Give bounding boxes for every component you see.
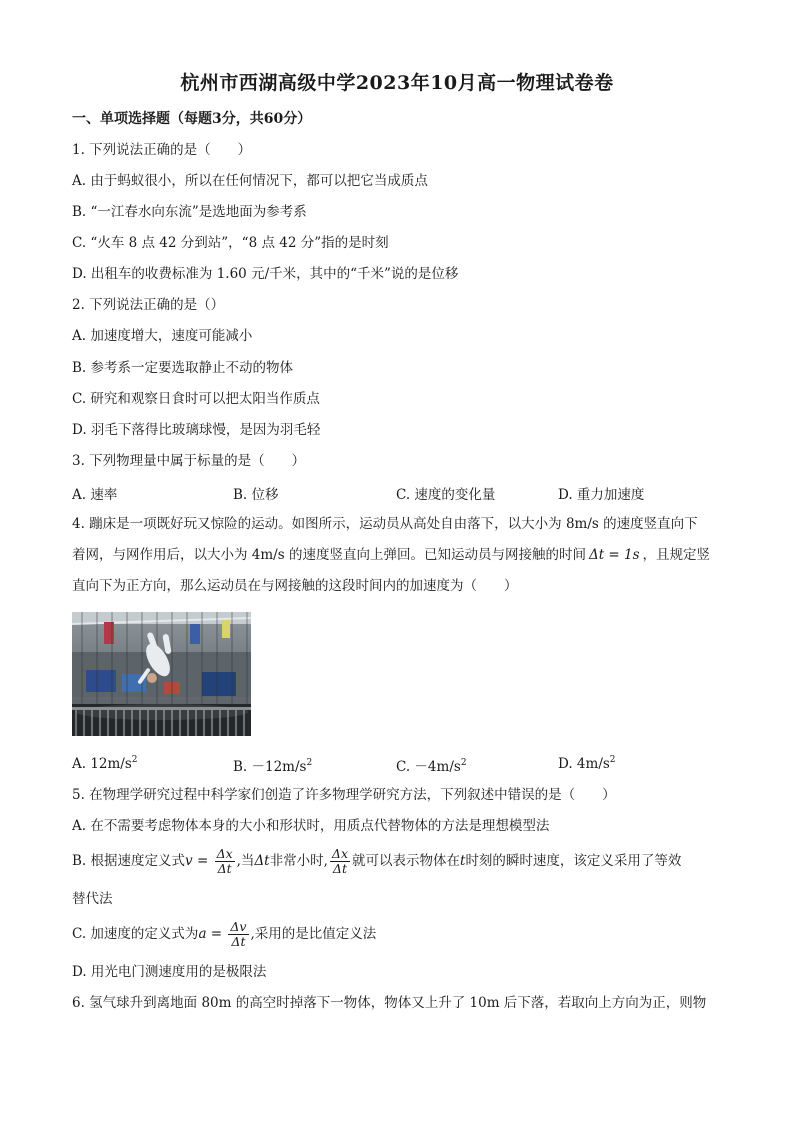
q5-c-a: a [198, 926, 207, 942]
q3-option-b: B. 位移 [233, 487, 279, 503]
q5-option-a: A. 在不需要考虑物体本身的大小和形状时，用质点代替物体的方法是理想模型法 [72, 818, 550, 834]
q5-option-d: D. 用光电门测速度用的是极限法 [72, 964, 267, 980]
q4-option-b-exp: 2 [306, 758, 313, 768]
q5-b-den-2: Δt [332, 861, 347, 876]
q4-stem-line2 [72, 546, 710, 564]
q5-option-b-line2: 替代法 [72, 891, 113, 907]
q2-stem: 2. 下列说法正确的是（） [72, 297, 225, 313]
q5-b-num: Δx [216, 846, 233, 861]
q5-c-post: ,采用的是比值定义法 [250, 926, 377, 942]
q1-stem: 1. 下列说法正确的是（ ） [72, 142, 252, 158]
q5-b-mid1: ,当 [236, 853, 255, 869]
q5-b-dt: Δt [254, 853, 270, 869]
q5-b-v: v [185, 853, 193, 869]
q5-b-t: t [460, 853, 466, 869]
q4-option-d [558, 755, 616, 772]
trampoline-photo [72, 612, 251, 736]
q4-option-b [233, 755, 312, 775]
q5-stem: 5. 在物理学研究过程中科学家们创造了许多物理学研究方法，下列叙述中错误的是（ ） [72, 787, 616, 803]
q5-c-num: Δv [230, 919, 247, 934]
q1-option-a: A. 由于蚂蚁很小，所以在任何情况下，都可以把它当成质点 [72, 173, 428, 189]
q5-b-mid3: 就可以表示物体在 [352, 853, 460, 869]
q3-option-a: A. 速率 [72, 487, 118, 503]
q5-c-den: Δt [231, 934, 246, 949]
q6-stem: 6. 氢气球升到离地面 80m 的高空时掉落下一物体，物体又上升了 10m 后下落，若取向上方向为正，则物 [72, 995, 707, 1011]
q5-b-fraction-2 [330, 847, 350, 876]
q4-stem-line2-tail: ，且规定竖 [642, 547, 711, 563]
q4-stem-line1: 4. 蹦床是一项既好玩又惊险的运动。如图所示，运动员从高处自由落下，以大小为 8m/s 的速度竖直向下 [72, 516, 698, 532]
q4-delta-t: Δt = 1s [588, 547, 640, 563]
section-heading: 一、单项选择题（每题3分，共60分） [72, 111, 312, 127]
q4-option-a-text: A. 12m/s [72, 756, 132, 772]
q4-stem-line3: 直向下为正方向，那么运动员在与网接触的这段时间内的加速度为（ ） [72, 578, 518, 594]
q4-option-a [72, 755, 138, 772]
q2-option-a: A. 加速度增大，速度可能减小 [72, 328, 253, 344]
q1-option-c: C. “火车 8 点 42 分到站”，“8 点 42 分”指的是时刻 [72, 235, 389, 251]
q4-option-c-text: C. －4m/s [396, 759, 461, 775]
q4-option-c-exp: 2 [460, 758, 467, 768]
q4-option-a-exp: 2 [131, 755, 138, 765]
q3-option-c: C. 速度的变化量 [396, 487, 496, 503]
q4-option-b-text: B. －12m/s [233, 759, 307, 775]
q5-b-eq: = [192, 853, 213, 869]
q2-option-b: B. 参考系一定要选取静止不动的物体 [72, 360, 294, 376]
q5-c-fraction [228, 920, 248, 949]
q5-b-mid2: 非常小时, [269, 853, 328, 869]
page-title: 杭州市西湖高级中学2023年10月高一物理试卷卷 [180, 72, 614, 94]
q4-option-c [396, 755, 467, 775]
q5-b-fraction [215, 847, 235, 876]
q3-option-d: D. 重力加速度 [558, 487, 645, 503]
q5-b-post: 时刻的瞬时速度，该定义采用了等效 [465, 853, 682, 869]
q5-option-c [72, 919, 376, 949]
q5-b-num-2: Δx [331, 846, 348, 861]
q1-option-d: D. 出租车的收费标准为 1.60 元/千米，其中的“千米”说的是位移 [72, 266, 459, 282]
q1-option-b: B. “一江春水向东流”是选地面为参考系 [72, 204, 307, 220]
q5-c-eq: = [206, 926, 227, 942]
q5-c-prefix: C. 加速度的定义式为 [72, 926, 199, 942]
q2-option-d: D. 羽毛下落得比玻璃球慢，是因为羽毛轻 [72, 422, 321, 438]
q3-stem: 3. 下列物理量中属于标量的是（ ） [72, 453, 306, 469]
q4-option-d-text: D. 4m/s [558, 756, 610, 772]
q5-b-prefix: B. 根据速度定义式 [72, 853, 186, 869]
q5-option-b [72, 846, 681, 876]
q2-option-c: C. 研究和观察日食时可以把太阳当作质点 [72, 391, 320, 407]
q4-stem-line2-text: 着网，与网作用后，以大小为 4m/s 的速度竖直向上弹回。已知运动员与网接触的时间 [72, 547, 586, 563]
q4-option-d-exp: 2 [609, 755, 616, 765]
q5-b-den: Δt [217, 861, 232, 876]
